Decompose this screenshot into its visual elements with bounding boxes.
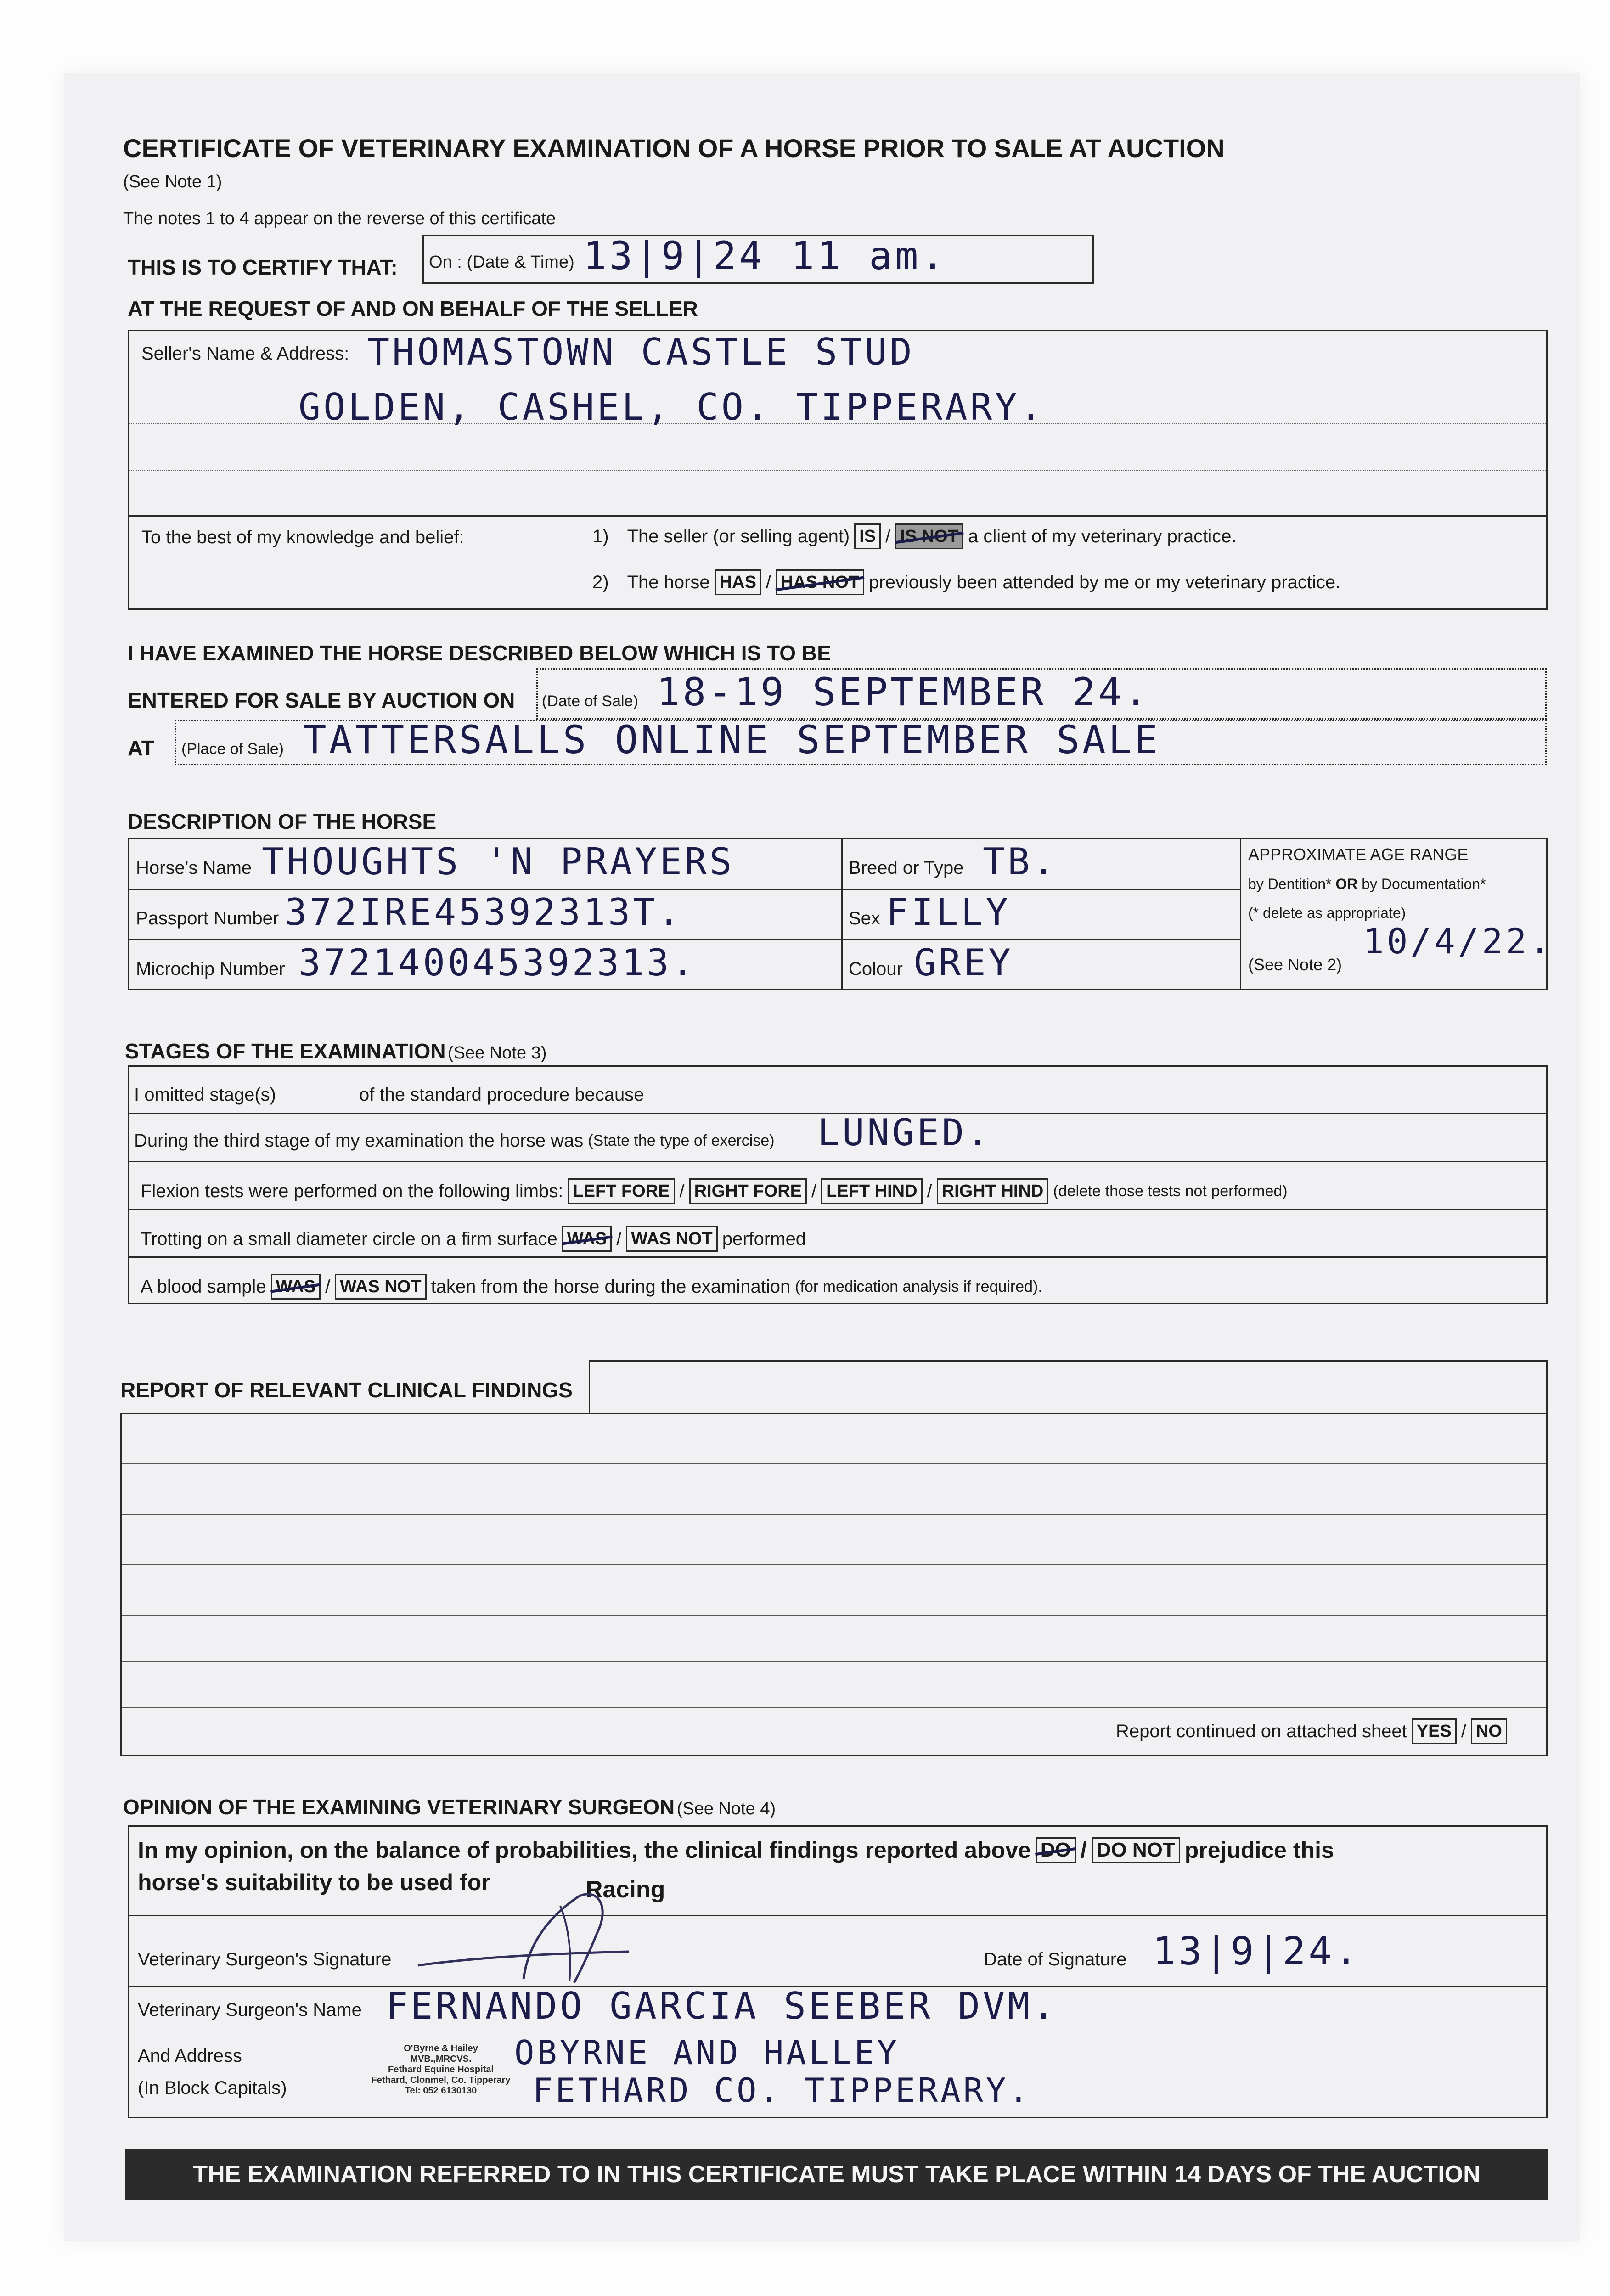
item2-number: 2) [592,572,609,592]
report-line-1 [122,1463,1546,1464]
certificate-title: CERTIFICATE OF VETERINARY EXAMINATION OF A HORSE PRIOR TO SALE AT AUCTION [123,134,1225,163]
trot-sep: / [616,1228,622,1249]
seller-name-label: Seller's Name & Address: [141,343,349,364]
report-findings-area[interactable] [120,1413,1548,1756]
age-by-documentation[interactable]: by Documentation* [1362,876,1486,892]
third-stage-value[interactable]: LUNGED. [817,1111,992,1154]
age-by-dentition[interactable]: by Dentition* [1248,876,1332,892]
third-stage-label: During the third stage of my examination the horse was [134,1131,584,1151]
examined-heading: I HAVE EXAMINED THE HORSE DESCRIBED BELOW WHICH IS TO BE [128,641,831,665]
see-note-1: (See Note 1) [123,172,222,191]
report-line-6 [122,1707,1546,1708]
exam-datetime-value: 13|9|24 11 am. [583,233,947,278]
breed-label: Breed or Type [849,858,964,878]
stages-row-2 [129,1161,1546,1162]
colour-value[interactable]: GREY [914,941,1013,984]
opinion-text-1: In my opinion, on the balance of probabilities, the clinical findings reported above [138,1837,1031,1863]
breed-value[interactable]: TB. [983,840,1058,883]
blood-note: (for medication analysis if required). [795,1277,1042,1295]
stages-heading-row [125,1039,546,1064]
item2-text: The horse [627,572,710,592]
flex-left-fore[interactable]: LEFT FORE [568,1178,675,1204]
stamp-line-4: Fethard, Clonmel, Co. Tipperary [371,2075,511,2085]
opinion-divider-1 [129,1915,1546,1916]
stamp-line-5: Tel: 052 6130130 [405,2086,477,2096]
sale-place-value: TATTERSALLS ONLINE SEPTEMBER SALE [303,717,1160,762]
age-see-note: (See Note 2) [1248,955,1342,974]
sex-label: Sex [849,908,880,929]
address-block-capitals: (In Block Capitals) [138,2078,287,2098]
age-heading: APPROXIMATE AGE RANGE [1248,845,1469,864]
knowledge-item-1 [592,523,1237,549]
opinion-statement [138,1837,1334,1863]
horse-name-label: Horse's Name [136,858,252,878]
stamp-line-2: MVB.,MRCVS. [410,2054,472,2064]
seller-line-3 [129,470,1546,471]
flex-right-hind[interactable]: RIGHT HIND [937,1178,1049,1204]
opinion-note: (See Note 4) [676,1799,776,1818]
opinion-do-not[interactable]: DO NOT [1092,1837,1180,1863]
trot-was[interactable]: WAS [562,1226,612,1252]
stamp-line-1: O'Byrne & Hailey [404,2043,478,2054]
option-has-not[interactable]: HAS NOT [776,569,864,595]
trotting-label: Trotting on a small diameter circle on a firm surface [141,1228,557,1249]
flex-sep-2: / [811,1181,817,1201]
sale-place-label: (Place of Sale) [181,740,284,758]
sale-date-label: (Date of Sale) [542,692,638,710]
third-stage-row [134,1131,775,1151]
notes-reverse-text: The notes 1 to 4 appear on the reverse of this certificate [123,209,556,228]
item1-number: 1) [592,526,609,546]
passport-label: Passport Number [136,908,279,929]
flex-right-fore[interactable]: RIGHT FORE [689,1178,807,1204]
omitted-label-a: I omitted stage(s) [134,1085,276,1105]
flexion-label: Flexion tests were performed on the following limbs: [141,1181,563,1201]
certify-label: THIS IS TO CERTIFY THAT: [128,255,398,279]
horse-name-value[interactable]: THOUGHTS 'N PRAYERS [262,840,735,883]
item1-text: The seller (or selling agent) [627,526,850,546]
sale-at-label: AT [128,736,154,760]
flex-sep-1: / [679,1181,685,1201]
report-line-2 [122,1514,1546,1515]
address-label: And Address [138,2046,242,2066]
blood-was[interactable]: WAS [271,1274,321,1300]
vet-name-value[interactable]: FERNANDO GARCIA SEEBER DVM. [386,1985,1058,2027]
description-heading: DESCRIPTION OF THE HORSE [128,810,437,833]
knowledge-item-2 [592,569,1340,595]
report-continued-label: Report continued on attached sheet [1116,1721,1407,1741]
seller-name-value[interactable]: THOMASTOWN CASTLE STUD [367,331,915,373]
item2-separator: / [766,572,771,592]
flex-sep-3: / [927,1181,932,1201]
footer-text: THE EXAMINATION REFERRED TO IN THIS CERTIFICATE MUST TAKE PLACE WITHIN 14 DAYS OF THE AUCTION [193,2161,1481,2188]
report-line-3 [122,1564,1546,1565]
blood-row [141,1274,1042,1300]
age-delete-note: (* delete as appropriate) [1248,905,1406,921]
item2-suffix: previously been attended by me or my veterinary practice. [869,572,1341,592]
seller-address-value[interactable]: GOLDEN, CASHEL, CO. TIPPERARY. [298,386,1045,428]
age-value[interactable]: 10/4/22. [1363,921,1554,962]
description-row-line-2 [129,939,1240,940]
microchip-label: Microchip Number [136,959,285,979]
seller-request-heading: AT THE REQUEST OF AND ON BEHALF OF THE SELLER [128,297,698,321]
report-line-5 [122,1661,1546,1662]
seller-divider [129,515,1546,517]
vet-address-line-2[interactable]: FETHARD CO. TIPPERARY. [533,2071,1031,2110]
opinion-sep: / [1080,1837,1087,1863]
sale-date-value: 18-19 SEPTEMBER 24. [657,670,1150,715]
trotting-row [141,1226,806,1252]
vet-address-line-1[interactable]: OBYRNE AND HALLEY [514,2033,900,2072]
date-signature-label: Date of Signature [984,1949,1127,1970]
exam-datetime-label: On : (Date & Time) [429,253,574,272]
sale-auction-heading: ENTERED FOR SALE BY AUCTION ON [128,688,515,712]
description-divider-1 [841,838,843,990]
stages-heading: STAGES OF THE EXAMINATION [125,1039,446,1063]
stages-row-3 [129,1209,1546,1210]
flex-left-hind[interactable]: LEFT HIND [821,1178,922,1204]
description-divider-2 [1240,838,1241,990]
omitted-label-b: of the standard procedure because [359,1085,644,1105]
age-methods [1248,876,1486,893]
report-line-4 [122,1615,1546,1616]
item1-separator: / [885,526,891,546]
stamp-line-3: Fethard Equine Hospital [388,2065,494,2075]
knowledge-intro: To the best of my knowledge and belief: [141,527,464,547]
trot-post: performed [722,1228,806,1249]
colour-label: Colour [849,959,903,979]
blood-sep: / [325,1276,331,1297]
flexion-row [141,1178,1288,1204]
signature-label: Veterinary Surgeon's Signature [138,1949,392,1970]
stages-note: (See Note 3) [448,1043,547,1063]
opinion-heading-row [123,1795,776,1819]
report-heading: REPORT OF RELEVANT CLINICAL FINDINGS [120,1378,573,1402]
microchip-value[interactable]: 372140045392313. [298,941,697,984]
blood-was-not[interactable]: WAS NOT [335,1274,426,1300]
description-row-line-1 [129,889,1240,890]
report-first-line-field[interactable] [589,1360,1548,1413]
opinion-use-value[interactable]: Racing [585,1876,665,1903]
report-continued-yes[interactable]: YES [1412,1718,1457,1744]
third-stage-note: (State the type of exercise) [588,1132,775,1149]
option-is-not[interactable]: IS NOT [895,523,963,549]
footer-banner [125,2149,1548,2200]
blood-post: taken from the horse during the examination [431,1276,791,1297]
opinion-do[interactable]: DO [1036,1837,1076,1863]
report-continued-no[interactable]: NO [1471,1718,1507,1744]
stages-row-4 [129,1256,1546,1258]
practice-stamp [349,2043,533,2096]
option-has[interactable]: HAS [715,569,761,595]
flexion-note: (delete those tests not performed) [1053,1182,1288,1200]
opinion-text-2: prejudice this [1184,1837,1334,1863]
age-or: OR [1335,876,1358,892]
trot-was-not[interactable]: WAS NOT [626,1226,717,1252]
opinion-text-3: horse's suitability to be used for [138,1869,490,1895]
report-continued-row [1116,1718,1507,1744]
vet-signature[interactable] [413,1878,689,1984]
date-signature-value[interactable]: 13|9|24. [1153,1929,1361,1974]
blood-label: A blood sample [141,1276,266,1297]
report-continued-sep: / [1461,1721,1466,1741]
item1-suffix: a client of my veterinary practice. [968,526,1237,546]
passport-value[interactable]: 372IRE45392313T. [285,891,683,934]
vet-name-label: Veterinary Surgeon's Name [138,2000,362,2020]
sex-value[interactable]: FILLY [886,891,1011,934]
opinion-heading: OPINION OF THE EXAMINING VETERINARY SURGEON [123,1795,675,1819]
option-is[interactable]: IS [854,523,881,549]
